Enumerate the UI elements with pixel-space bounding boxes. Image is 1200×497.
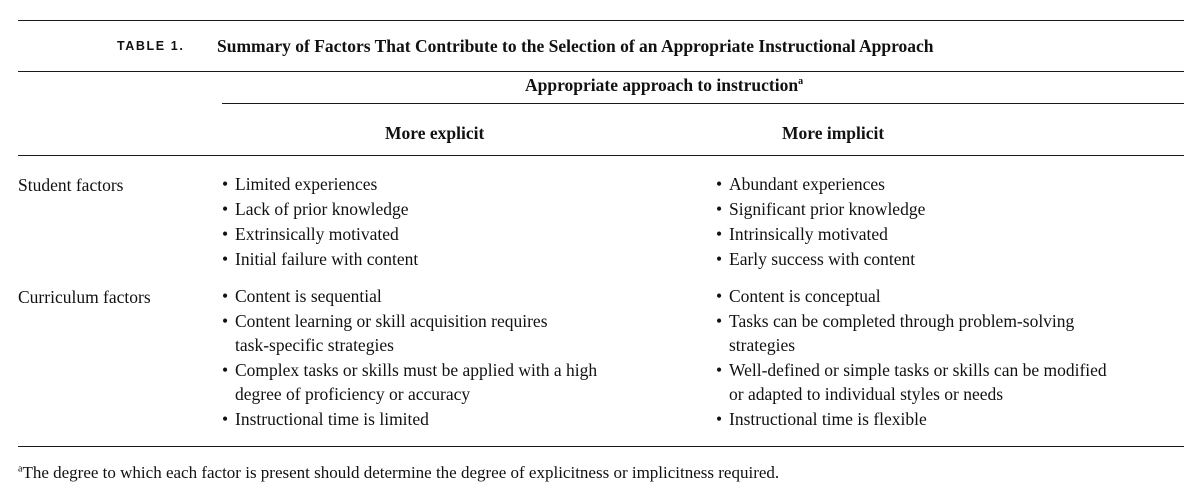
caption-rule [18,71,1184,72]
spanner-rule [222,103,1184,104]
column-header-explicit: More explicit [385,123,485,143]
list-item: • Instructional time is limited [222,409,429,429]
list-item: • Significant prior knowledge [716,199,926,219]
list-item: • Extrinsically motivated [222,224,399,244]
row-label-student-factors: Student factors [18,175,124,195]
footnote-mark: a [18,463,23,475]
list-item: • Well-defined or simple tasks or skills can be modified or adapted to individual styles or needs [716,360,1107,404]
list-item: • Content learning or skill acquisition requires task-specific strategies [222,311,548,355]
top-rule-upper [18,20,1184,21]
curriculum-explicit-list [222,284,597,432]
list-item: • Content is sequential [222,286,382,306]
row-label-curriculum-factors: Curriculum factors [18,287,151,307]
list-item: • Intrinsically motivated [716,224,888,244]
column-header-implicit: More implicit [782,123,885,143]
table-footnote: $^a$The degree to which each factor is present should determine the degree of explicitness or implicitness required. [18,463,780,482]
list-item: • Initial failure with content [222,249,419,269]
list-item: • Content is conceptual [716,286,881,306]
list-item: • Tasks can be completed through problem-solving strategies [716,311,1075,355]
list-item: • Instructional time is flexible [716,409,927,429]
student-implicit-list [716,172,925,272]
table-title: Summary of Factors That Contribute to the Selection of an Appropriate Instructional Approach [217,36,934,56]
list-item: • Limited experiences [222,174,378,194]
list-item: • Lack of prior knowledge [222,199,409,219]
bottom-rule [18,446,1184,447]
list-item: • Complex tasks or skills must be applied with a high degree of proficiency or accuracy [222,360,598,404]
list-item: • Abundant experiences [716,174,885,194]
table-label: TABLE 1. [117,39,185,53]
spanner-footnote-mark: a [798,76,804,88]
student-explicit-list [222,172,418,272]
list-item: • Early success with content [716,249,916,269]
header-rule [18,155,1184,156]
spanner-header: Appropriate approach to instruction$^a$ [525,75,804,95]
curriculum-implicit-list [716,284,1107,432]
